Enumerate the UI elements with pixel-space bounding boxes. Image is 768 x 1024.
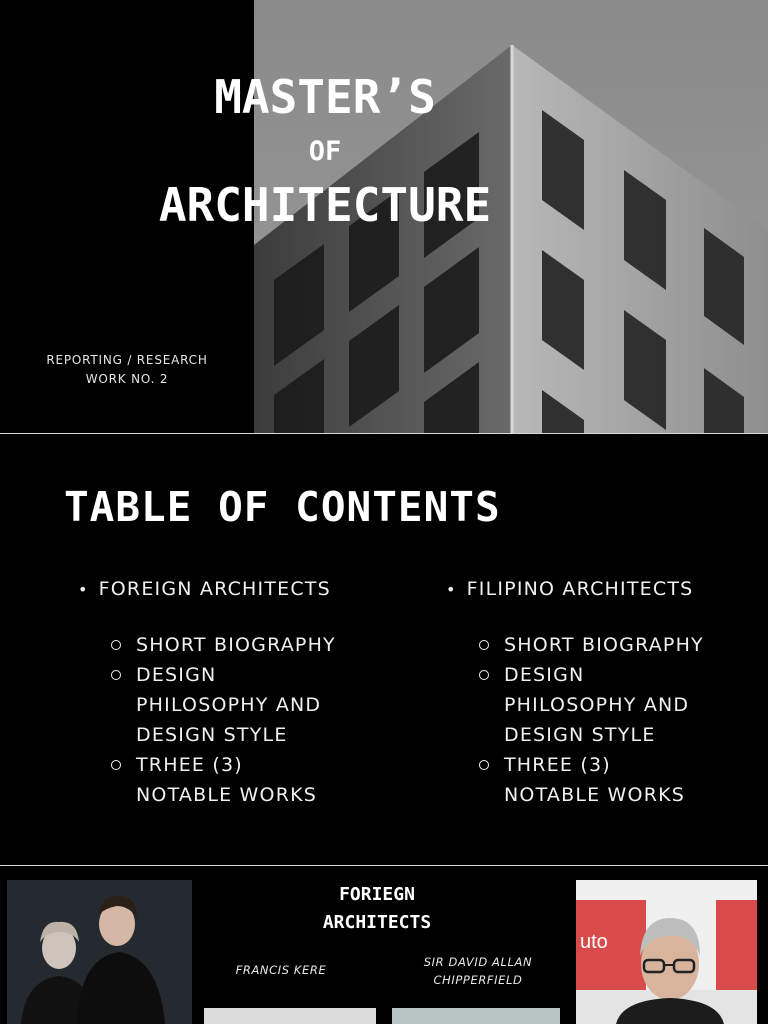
toc-sub-list bbox=[479, 630, 756, 810]
toc-sub-item bbox=[479, 660, 756, 750]
toc-sub-item bbox=[111, 750, 378, 810]
cover-section bbox=[0, 0, 768, 433]
bullet-icon: • bbox=[446, 580, 457, 599]
cover-subtitle-line-1: REPORTING / RESEARCH bbox=[46, 353, 208, 367]
circle-bullet-icon bbox=[479, 760, 489, 770]
cover-title-line-2: OF bbox=[308, 136, 342, 167]
chipperfield-work-thumbnail bbox=[392, 1008, 560, 1024]
toc-sub-item bbox=[111, 630, 378, 660]
cover-title-line-1: MASTER’S bbox=[214, 70, 436, 124]
toc-sub-label: SHORT BIOGRAPHY bbox=[504, 634, 704, 656]
toc-sub-label: TRHEE (3) bbox=[136, 754, 243, 776]
section-divider bbox=[0, 865, 768, 866]
toc-main-label: FOREIGN ARCHITECTS bbox=[98, 578, 331, 600]
toc-main-label: FILIPINO ARCHITECTS bbox=[466, 578, 694, 600]
architect-name-line: SIR DAVID ALLAN bbox=[423, 955, 533, 969]
kere-work-thumbnail bbox=[204, 1008, 376, 1024]
toc-sub-label: DESIGN STYLE bbox=[136, 724, 288, 746]
circle-bullet-icon bbox=[111, 760, 121, 770]
sign-text: uto bbox=[580, 931, 608, 953]
toc-sub-label: PHILOSOPHY AND bbox=[504, 694, 690, 716]
cover-subtitle-line-2: WORK NO. 2 bbox=[85, 372, 169, 386]
toc-sub-item bbox=[111, 660, 378, 750]
toc-sub-label: SHORT BIOGRAPHY bbox=[136, 634, 336, 656]
section-title-line-1: FORIEGN bbox=[339, 884, 415, 905]
section-divider bbox=[0, 433, 768, 434]
toc-main-item bbox=[78, 578, 378, 600]
section-title-line-2: ARCHITECTS bbox=[322, 912, 432, 933]
toc-sub-item bbox=[479, 750, 756, 810]
toc-sub-label: THREE (3) bbox=[504, 754, 611, 776]
toc-column-filipino bbox=[446, 578, 756, 810]
toc-main-item bbox=[446, 578, 756, 600]
toc-sub-label: DESIGN bbox=[136, 664, 217, 686]
circle-bullet-icon bbox=[479, 670, 489, 680]
toc-sub-label: PHILOSOPHY AND bbox=[136, 694, 322, 716]
toc-sub-item bbox=[479, 630, 756, 660]
portrait-illustration bbox=[576, 880, 757, 1024]
toc-heading: TABLE OF CONTENTS bbox=[64, 483, 501, 531]
toc-sub-label: DESIGN bbox=[504, 664, 585, 686]
circle-bullet-icon bbox=[479, 640, 489, 650]
bullet-icon: • bbox=[78, 580, 89, 599]
toc-sub-list bbox=[111, 630, 378, 810]
architects-duo-photo bbox=[7, 880, 192, 1024]
cover-title-line-3: ARCHITECTURE bbox=[158, 178, 492, 232]
architect-portrait-photo bbox=[576, 880, 757, 1024]
toc-column-foreign bbox=[78, 578, 378, 810]
toc-sub-label: NOTABLE WORKS bbox=[136, 784, 318, 806]
architect-name-line: CHIPPERFIELD bbox=[433, 973, 523, 987]
toc-sub-label: NOTABLE WORKS bbox=[504, 784, 686, 806]
toc-sub-label: DESIGN STYLE bbox=[504, 724, 656, 746]
circle-bullet-icon bbox=[111, 670, 121, 680]
circle-bullet-icon bbox=[111, 640, 121, 650]
architect-name-chipperfield bbox=[396, 953, 560, 989]
architect-name-kere: FRANCIS KERE bbox=[235, 963, 327, 977]
duo-portrait-illustration bbox=[7, 880, 192, 1024]
